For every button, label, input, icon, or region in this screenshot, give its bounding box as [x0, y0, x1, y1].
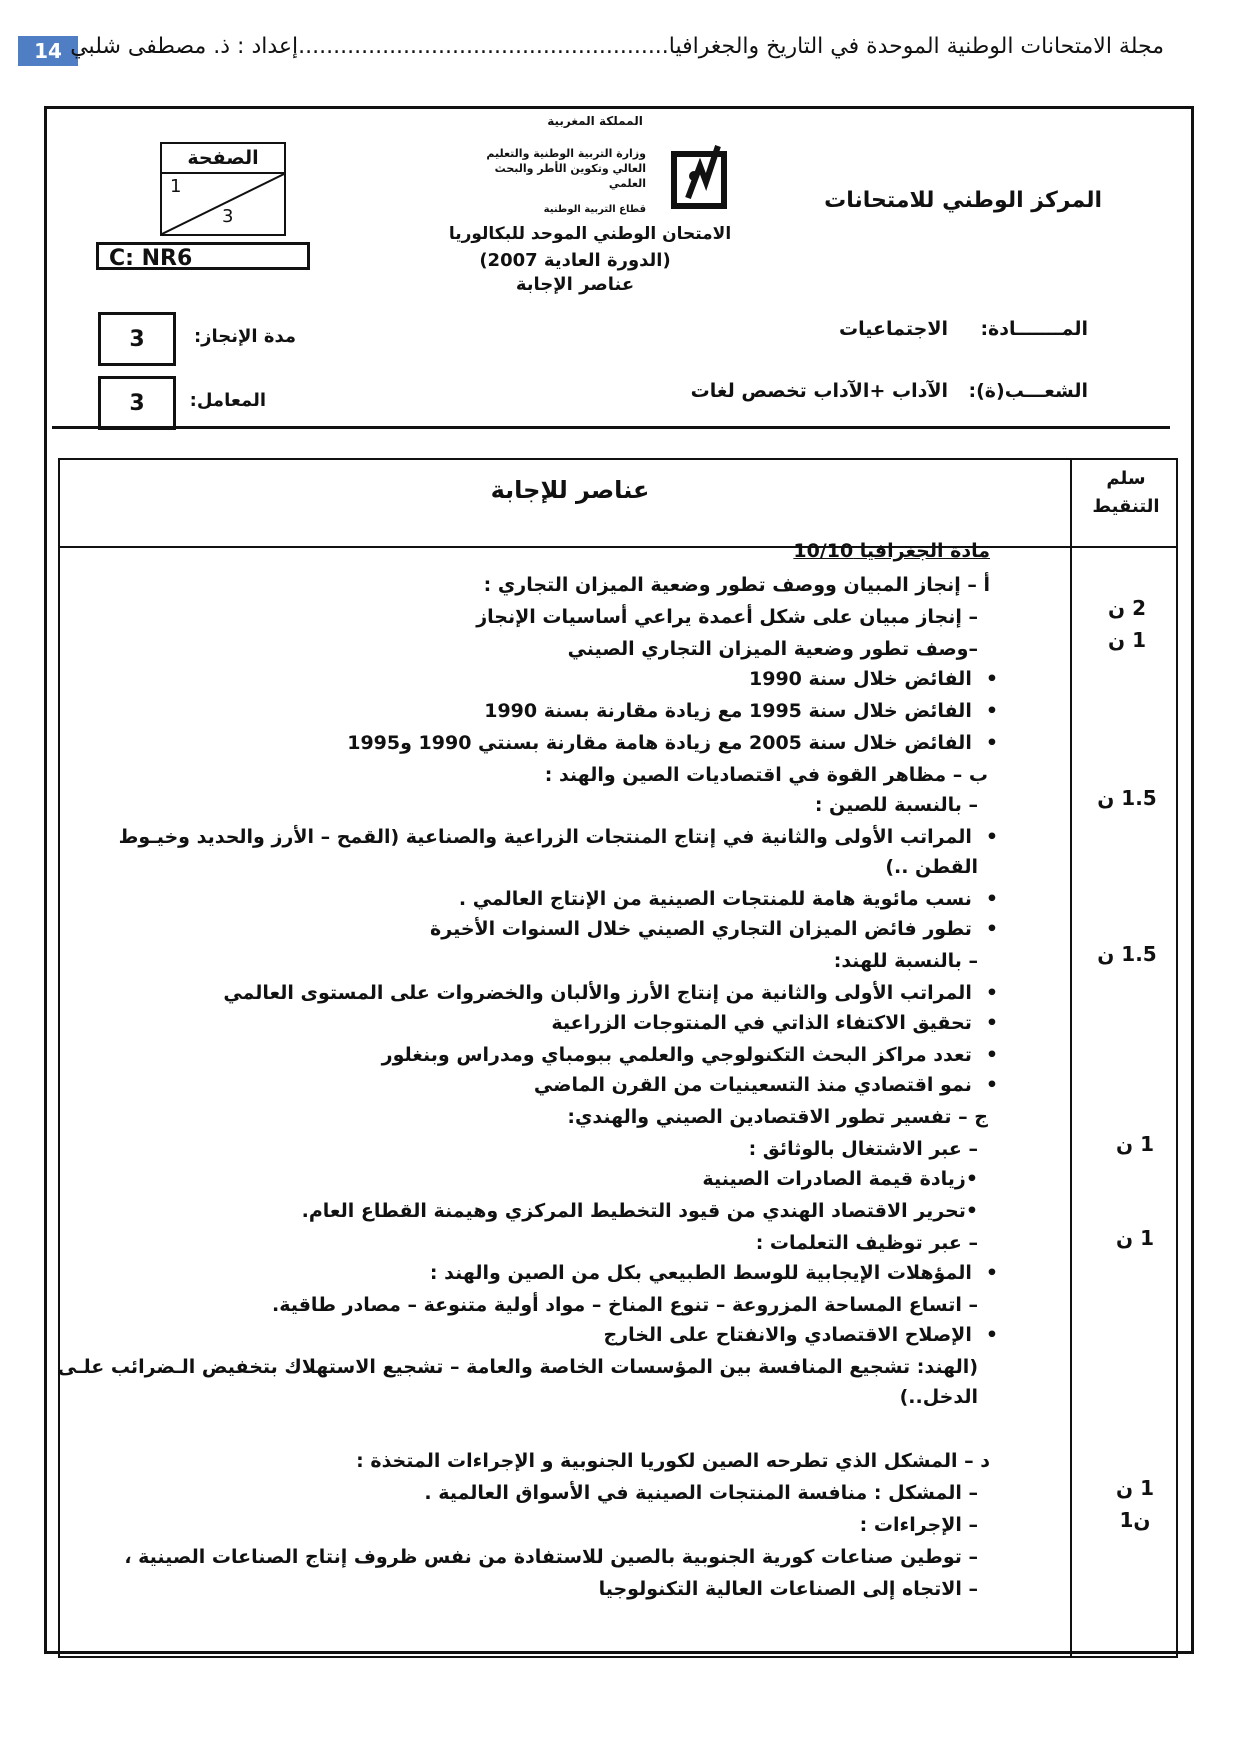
exam-center-name: المركز الوطني للامتحانات: [824, 188, 1102, 213]
answer-bullet: • الفائض خلال سنة 1995 مع زيادة مقارنة بسنة 1990: [484, 700, 998, 722]
answer-bullet: • نمو اقتصادي منذ التسعينيات من القرن الماضي: [534, 1074, 998, 1096]
center-logo: [668, 136, 740, 212]
table-header-divider: [58, 546, 1178, 548]
question-c: ج – تفسير تطور الاقتصادين الصيني والهندي:: [567, 1106, 988, 1128]
duration-label: مدة الإنجاز:: [193, 326, 296, 347]
kingdom-label: المملكة المغربية: [547, 114, 643, 128]
duration-value: 3: [98, 312, 176, 366]
branch-value: الآداب +الآداب تخصص لغات: [690, 380, 948, 402]
ministry-label: وزارة التربية الوطنية والتعليم العالي وتكوين الأطر والبحث العلمي: [486, 147, 646, 190]
page-current: 1: [170, 176, 182, 197]
answer-bullet: • الفائض خلال سنة 2005 مع زيادة هامة مقارنة بسنتي 1990 و1995: [347, 732, 998, 754]
coefficient-label: المعامل:: [189, 390, 266, 411]
answers-column-header: عناصر للإجابة: [490, 476, 650, 504]
score-column-divider: [1070, 458, 1072, 1658]
answer-bullet: • تطور فائض الميزان التجاري الصيني خلال السنوات الأخيرة: [430, 918, 998, 940]
score-value: 1.5 ن: [1097, 942, 1157, 966]
header-divider: [52, 426, 1170, 429]
score-value: 1 ن: [1116, 1132, 1154, 1156]
answer-line: – اتساع المساحة المزروعة – تنوع المناخ – مواد أولية متنوعة – مصادر طاقية.: [272, 1294, 978, 1316]
subheading-documents: – عبر الاشتغال بالوثائق :: [748, 1138, 978, 1160]
answer-bullet: • الإصلاح الاقتصادي والانفتاح على الخارج: [603, 1324, 998, 1346]
answer-line: – إنجاز مبيان على شكل أعمدة يراعي أساسيات الإنجاز: [476, 606, 978, 628]
answer-continuation: القطن ..): [885, 856, 978, 878]
page-total: 3: [222, 206, 234, 227]
answer-bullet: • المراتب الأولى والثانية من إنتاج الأرز والألبان والخضروات على المستوى العالمي: [223, 982, 998, 1004]
answer-bullet: • المؤهلات الإيجابية للوسط الطبيعي بكل من الصين والهند :: [430, 1262, 998, 1284]
sector-label: قطاع التربية الوطنية: [543, 204, 646, 215]
score-value: 1.5 ن: [1097, 786, 1157, 810]
score-value: 1 ن: [1108, 628, 1146, 652]
score-value: 1 ن: [1116, 1476, 1154, 1500]
subheading-china: – بالنسبة للصين :: [814, 794, 978, 816]
answer-line: •زيادة قيمة الصادرات الصينية: [702, 1168, 978, 1190]
question-d: د – المشكل الذي تطرحه الصين لكوريا الجنوبية و الإجراءات المتخذة :: [356, 1450, 990, 1472]
page-counter-box: [160, 142, 286, 236]
score-value: 1 ن: [1116, 1226, 1154, 1250]
answer-bullet: • تعدد مراكز البحث التكنولوجي والعلمي ببومباي ومدراس وبنغلور: [382, 1044, 998, 1066]
exam-code: C: NR6: [96, 242, 310, 270]
answer-line: – توطين صناعات كورية الجنوبية بالصين للاستفادة من نفس ظروف إنتاج الصناعات الصينية ،: [124, 1546, 978, 1568]
answer-continuation: الدخل..): [899, 1386, 978, 1408]
answer-line: (الهند: تشجيع المنافسة بين المؤسسات الخاصة والعامة – تشجيع الاستهلاك بتخفيض الـضرائب علـى: [57, 1356, 978, 1378]
running-header: مجلة الامتحانات الوطنية الموحدة في التاريخ والجغرافيا.....................................................إعداد : ذ. مصطفى شلبي: [70, 34, 1164, 59]
answer-line: – المشكل : منافسة المنتجات الصينية في الأسواق العالمية .: [424, 1482, 978, 1504]
coefficient-value: 3: [98, 376, 176, 430]
branch-label: الشعـــب(ة):: [968, 380, 1088, 402]
subheading-india: – بالنسبة للهند:: [833, 950, 978, 972]
score-value: ن1: [1119, 1508, 1151, 1532]
question-a: أ – إنجاز المبيان ووصف تطور وضعية الميزان التجاري :: [483, 574, 990, 596]
score-header-line1: سلم: [1106, 468, 1146, 489]
answer-bullet: • المراتب الأولى والثانية في إنتاج المنتجات الزراعية والصناعية (القمح – الأرز والحديد وخيـوط: [119, 826, 998, 848]
subheading-learning: – عبر توظيف التعلمات :: [755, 1232, 978, 1254]
subject-label: المـــــــادة:: [980, 318, 1088, 340]
page-number-badge: 14: [18, 36, 78, 66]
answer-bullet: • تحقيق الاكتفاء الذاتي في المنتوجات الزراعية: [551, 1012, 998, 1034]
answer-line: – الاتجاه إلى الصناعات العالية التكنولوجيا: [598, 1578, 978, 1600]
answer-line: – الإجراءات :: [859, 1514, 978, 1536]
exam-title: الامتحان الوطني الموحد للبكالوريا: [448, 224, 732, 244]
question-b: ب – مظاهر القوة في اقتصاديات الصين والهند :: [544, 764, 988, 786]
section-title: مادة الجغرافيا 10/10: [793, 540, 990, 562]
subject-value: الاجتماعيات: [839, 318, 948, 340]
exam-session: (الدورة العادية 2007): [479, 250, 671, 271]
doc-type: عناصر الإجابة: [515, 274, 635, 295]
answer-line: •تحرير الاقتصاد الهندي من قيود التخطيط المركزي وهيمنة القطاع العام.: [301, 1200, 978, 1222]
page-label: الصفحة: [162, 144, 284, 174]
score-value: 2 ن: [1108, 596, 1146, 620]
answer-bullet: • نسب مائوية هامة للمنتجات الصينية من الإنتاج العالمي .: [459, 888, 998, 910]
score-header-line2: التنقيط: [1092, 496, 1160, 517]
answer-bullet: • الفائض خلال سنة 1990: [749, 668, 998, 690]
answer-line: –وصف تطور وضعية الميزان التجاري الصيني: [567, 638, 978, 660]
